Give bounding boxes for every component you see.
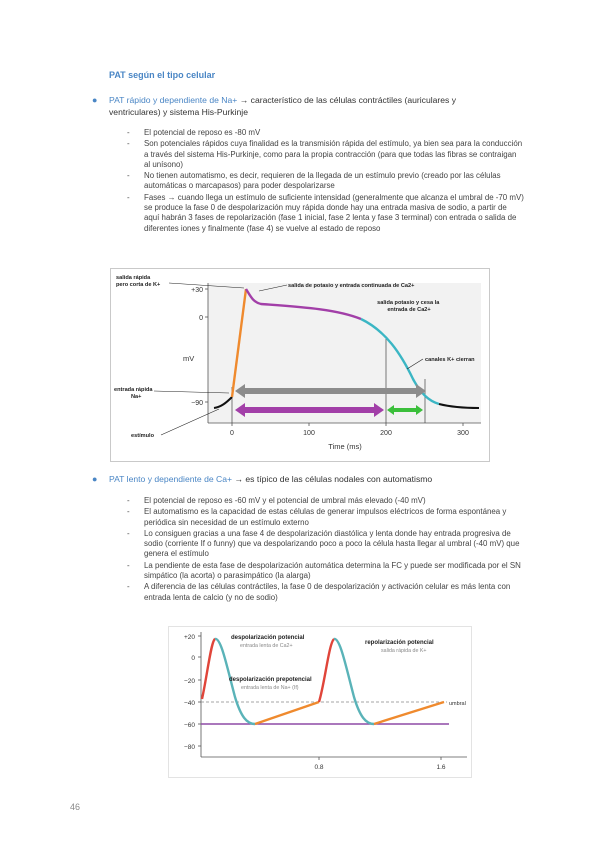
xtick-label: 200	[380, 430, 392, 437]
label-prepot-title: despolarización prepotencial	[229, 677, 312, 683]
slow-highlight: PAT lento y dependiente de Ca+	[109, 474, 233, 484]
list-item: - Son potenciales rápidos cuya finalidad es la transmisión rápida del estímulo, ya bien sea para la conducción a través del sistema His-Purkinje, como para la propia contracción (para que todas las fibras se contraigan al unísono)	[144, 139, 524, 170]
xtick-label: 0	[230, 430, 234, 437]
trace-repolarization	[334, 639, 374, 724]
figure-slow-ap	[168, 626, 472, 778]
rapid-list	[144, 128, 524, 235]
list-item: - Lo consiguen gracias a una fase 4 de despolarización diastólica y lenta donde hay entrada progresiva de sodio (corriente If o funny) que va despolarizando poco a poco la célula hasta llegar al umbral (-40 mV) que genera el estímulo	[144, 529, 522, 560]
page-number: 46	[70, 802, 81, 812]
label-stimulus: estímulo	[131, 433, 155, 439]
xtick-label: 1.6	[436, 764, 446, 771]
ytick-label: +20	[183, 634, 195, 641]
ytick-label: −80	[183, 744, 195, 751]
ytick-label: 0	[199, 315, 203, 322]
label-repol-title: repolarización potencial	[365, 640, 434, 646]
label-depol-sub: entrada lenta de Ca2+	[240, 643, 293, 649]
xtick-label: 0.8	[314, 764, 324, 771]
slow-ap-chart	[169, 627, 471, 777]
y-axis-label: mV	[183, 354, 195, 363]
list-item: - El automatismo es la capacidad de estas células de generar impulsos eléctricos de forma espontánea y periódica sin necesidad de un estímulo externo	[144, 507, 522, 528]
fast-ap-chart	[111, 269, 489, 461]
slow-arrow: →	[234, 474, 244, 484]
label-potassium-exit: salida potasio y cesa la entrada de Ca2+	[377, 300, 440, 313]
trace-prepotential	[374, 702, 444, 724]
list-item: - A diferencia de las células contráctiles, la fase 0 de despolarización y activación celular es más lenta con entrada lenta de calcio (y no de sodio)	[144, 582, 522, 603]
ytick-label: −60	[183, 722, 195, 729]
trace-prepotential	[255, 702, 319, 724]
slow-text: es típico de las células nodales con automatismo	[245, 474, 433, 484]
rapid-highlight: PAT rápido y dependiente de Na+	[109, 95, 238, 105]
bullet-slow	[92, 474, 529, 486]
xtick-label: 100	[303, 430, 315, 437]
threshold-label: umbral	[449, 701, 466, 707]
section-title: PAT según el tipo celular	[109, 70, 216, 80]
trace-depolarization	[319, 639, 334, 702]
label-repol-sub: salida rápida de K+	[381, 648, 427, 654]
list-item: - Fases → cuando llega un estímulo de suficiente intensidad (generalmente que alcanza el umbral de -70 mV) se produce la fase 0 de despolarización muy rápida donde hay una entrada masiva de sodio, a partir de aquí habrán 3 fases de repolarización (fase 1 inicial, fase 2 lenta y fase 3 terminal) con entrada o salida de diferentes iones y finalmente (fase 4) se vuelve al estado de reposo	[144, 193, 524, 234]
label-k-channels: canales K+ cierran	[425, 357, 475, 363]
slow-list	[144, 496, 522, 604]
ytick-label: −40	[183, 700, 195, 707]
bullet-dot-icon: ●	[92, 474, 98, 484]
ytick-label: 0	[191, 655, 195, 662]
rapid-text: característico de las células contráctiles (auriculares y ventriculares) y sistema His-Purkinje	[109, 95, 457, 117]
list-item: - No tienen automatismo, es decir, requieren de la llegada de un estímulo previo (creado por las células automáticas o marcapasos) para poder despolarizarse	[144, 171, 524, 192]
x-axis-label: Time (ms)	[328, 442, 362, 451]
xtick-label: 300	[457, 430, 469, 437]
label-fast-na: entrada rápida Na+	[114, 387, 153, 400]
ytick-label: −90	[191, 400, 203, 407]
list-item: - El potencial de reposo es -60 mV y el potencial de umbral más elevado (-40 mV)	[144, 496, 522, 506]
label-fast-exit: salida rápida pero corta de K+	[116, 275, 161, 288]
label-depol-title: despolarización potencial	[231, 635, 305, 641]
figure-fast-ap	[110, 268, 490, 462]
list-item: - La pendiente de esta fase de despolarización automática determina la FC y puede ser modificada por el SN simpático (la acorta) o parasimpático (la alarga)	[144, 561, 522, 582]
trace-depolarization	[202, 639, 215, 699]
bullet-dot-icon: ●	[92, 95, 98, 105]
label-plateau: salida de potasio y entrada continuada de Ca2+	[288, 283, 415, 289]
label-prepot-sub: entrada lenta de Na+ (If)	[241, 685, 299, 691]
rapid-arrow: →	[239, 95, 249, 105]
list-item: - El potencial de reposo es -80 mV	[144, 128, 524, 138]
ytick-label: +30	[191, 287, 203, 294]
bullet-rapid	[92, 95, 509, 118]
ytick-label: −20	[183, 678, 195, 685]
